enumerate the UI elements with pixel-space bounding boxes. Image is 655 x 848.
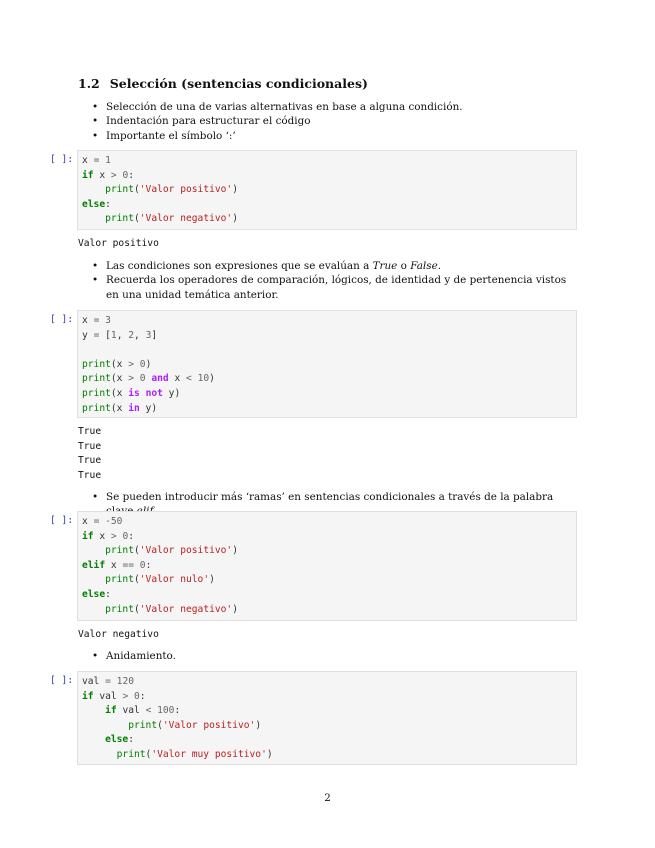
cell-prompt: [ ]: <box>50 314 74 325</box>
code-line: if val < 100: <box>105 705 181 717</box>
list-item: • Indentación para estructurar el código <box>92 114 582 128</box>
code-block <box>82 675 572 763</box>
code-line: print('Valor muy positivo') <box>116 748 273 760</box>
code-block <box>82 515 572 617</box>
section-title: Selección (sentencias condicionales) <box>109 76 368 91</box>
code-line: else: <box>82 198 111 210</box>
list-item <box>92 259 582 273</box>
list-item: • Recuerda los operadores de comparación, lógicos, de identidad y de pertenencia vistos en una unidad temática anterior. <box>92 273 582 302</box>
output-line: True <box>78 455 102 467</box>
bullet-list-intro <box>92 100 582 143</box>
cell-output <box>78 425 101 483</box>
bullet-list-nesting <box>92 649 582 663</box>
code-line: print(x > 0) <box>82 358 152 370</box>
code-line: x = 1 <box>82 155 111 166</box>
italic-term: True <box>372 260 398 272</box>
code-line: if val > 0: <box>82 690 146 702</box>
cell-prompt: [ ]: <box>50 675 74 686</box>
italic-term: False <box>410 260 438 272</box>
code-cell-4[interactable] <box>77 671 577 765</box>
code-line: print('Valor positivo') <box>105 545 238 557</box>
code-line: print(x is not y) <box>82 387 181 399</box>
code-line: x = 3 <box>82 315 111 326</box>
output-line: True <box>78 426 102 437</box>
cell-prompt: [ ]: <box>50 154 74 165</box>
code-line: val = 120 <box>82 676 134 687</box>
output-line: True <box>78 440 102 452</box>
code-line: elif x == 0: <box>82 559 152 571</box>
code-line: print(x > 0 and x < 10) <box>82 373 215 385</box>
code-line: print(x in y) <box>82 402 158 414</box>
code-block <box>82 314 572 416</box>
section-heading <box>78 76 368 91</box>
code-line: else: <box>82 588 111 600</box>
text-span: o <box>397 260 411 272</box>
code-line: if x > 0: <box>82 169 135 181</box>
cell-prompt: [ ]: <box>50 515 74 526</box>
code-line: y = [1, 2, 3] <box>82 329 158 341</box>
code-cell-3[interactable] <box>77 511 577 621</box>
list-item: • Anidamiento. <box>92 649 582 663</box>
text-span: Se pueden introducir más ‘ramas’ en sentencias condicionales a través de la palabra <box>106 491 554 503</box>
section-number: 1.2 <box>78 76 100 91</box>
code-line: print('Valor positivo') <box>128 719 262 731</box>
output-line: True <box>78 469 102 481</box>
list-item: • Selección de una de varias alternativas en base a alguna condición. <box>92 100 582 114</box>
code-cell-2[interactable] <box>77 310 577 418</box>
text-span: Las condiciones son expresiones que se evalúan a <box>106 260 373 272</box>
code-line: print('Valor positivo') <box>105 184 238 196</box>
code-line: print('Valor negativo') <box>105 603 238 615</box>
code-line: x = -50 <box>82 516 123 527</box>
text-span: . <box>437 260 442 272</box>
code-line: if x > 0: <box>82 530 135 542</box>
bullet-list-conditions <box>92 259 582 302</box>
cell-output: Valor negativo <box>78 629 159 640</box>
list-item: • Importante el símbolo ‘:’ <box>92 129 582 143</box>
code-cell-1[interactable] <box>77 150 577 230</box>
code-line: print('Valor negativo') <box>105 213 238 225</box>
code-line: else: <box>105 734 134 746</box>
page-number: 2 <box>324 792 331 804</box>
code-block <box>82 154 572 227</box>
code-line: print('Valor nulo') <box>105 574 215 586</box>
cell-output: Valor positivo <box>78 238 159 249</box>
